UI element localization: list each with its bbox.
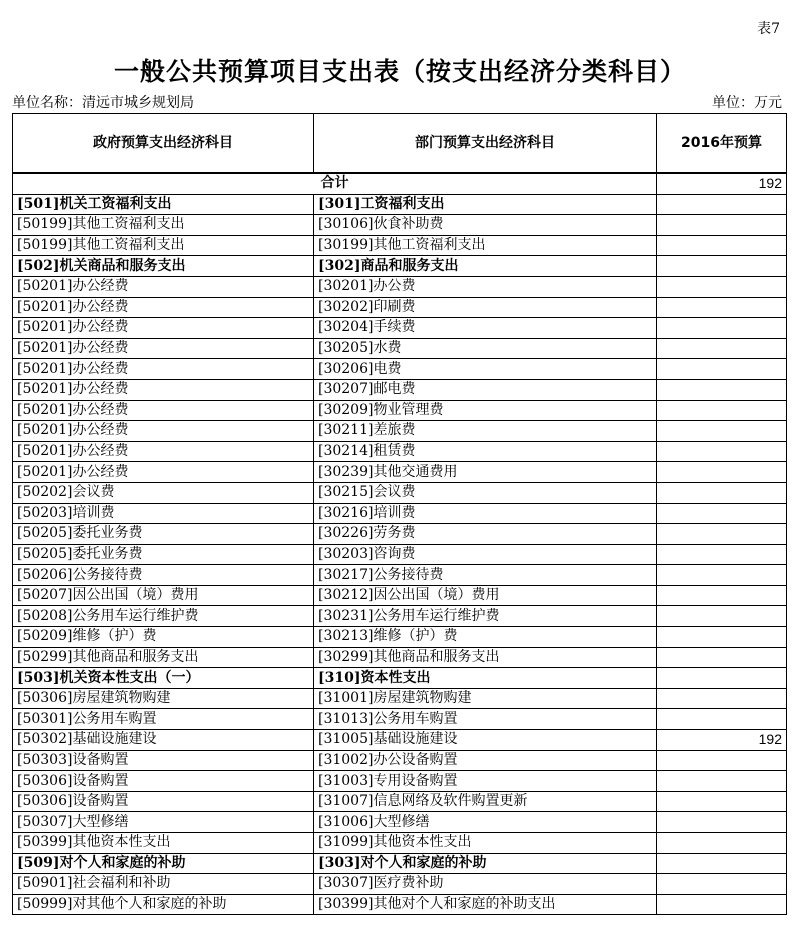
- amount-cell: [657, 400, 787, 421]
- dept-subject-cell: [301]工资福利支出: [314, 194, 657, 215]
- gov-subject-cell: [50199]其他工资福利支出: [13, 235, 314, 256]
- dept-subject-cell: [30213]维修（护）费: [314, 627, 657, 648]
- amount-cell: [657, 441, 787, 462]
- gov-subject-cell: [501]机关工资福利支出: [13, 194, 314, 215]
- dept-subject-cell: [31002]办公设备购置: [314, 750, 657, 771]
- dept-subject-cell: [30212]因公出国（境）费用: [314, 585, 657, 606]
- table-row: [13, 627, 787, 648]
- dept-subject-cell: [30106]伙食补助费: [314, 215, 657, 236]
- table-row: [13, 400, 787, 421]
- table-row: [13, 730, 787, 751]
- dept-subject-cell: [302]商品和服务支出: [314, 256, 657, 277]
- table-row: [13, 318, 787, 339]
- dept-subject-cell: [30239]其他交通费用: [314, 462, 657, 483]
- dept-subject-cell: [30204]手续费: [314, 318, 657, 339]
- table-row: [13, 379, 787, 400]
- table-row: [13, 894, 787, 915]
- amount-cell: [657, 627, 787, 648]
- table-row: [13, 812, 787, 833]
- table-row: [13, 276, 787, 297]
- amount-cell: [657, 647, 787, 668]
- dept-subject-cell: [30211]差旅费: [314, 421, 657, 442]
- gov-subject-cell: [50299]其他商品和服务支出: [13, 647, 314, 668]
- gov-subject-cell: [50201]办公经费: [13, 400, 314, 421]
- gov-subject-cell: [50201]办公经费: [13, 359, 314, 380]
- dept-subject-cell: [30207]邮电费: [314, 379, 657, 400]
- gov-subject-cell: [50201]办公经费: [13, 462, 314, 483]
- amount-cell: [657, 688, 787, 709]
- amount-cell: [657, 503, 787, 524]
- gov-subject-cell: [50201]办公经费: [13, 276, 314, 297]
- unit-name: 单位名称：清远市城乡规划局: [12, 95, 194, 111]
- amount-cell: [657, 750, 787, 771]
- table-row: [13, 235, 787, 256]
- amount-cell: [657, 379, 787, 400]
- dept-subject-cell: [30217]公务接待费: [314, 565, 657, 586]
- dept-subject-cell: [303]对个人和家庭的补助: [314, 853, 657, 874]
- table-row: [13, 441, 787, 462]
- dept-subject-cell: [30203]咨询费: [314, 544, 657, 565]
- amount-cell: [657, 215, 787, 236]
- gov-subject-cell: [50205]委托业务费: [13, 524, 314, 545]
- table-row: [13, 585, 787, 606]
- table-row: [13, 750, 787, 771]
- table-row: [13, 565, 787, 586]
- amount-cell: [657, 565, 787, 586]
- dept-subject-cell: [30209]物业管理费: [314, 400, 657, 421]
- gov-subject-cell: [50201]办公经费: [13, 441, 314, 462]
- dept-subject-cell: [30399]其他对个人和家庭的补助支出: [314, 894, 657, 915]
- amount-cell: [657, 462, 787, 483]
- gov-subject-cell: [50207]因公出国（境）费用: [13, 585, 314, 606]
- dept-subject-cell: [30231]公务用车运行维护费: [314, 606, 657, 627]
- dept-subject-cell: [31003]专用设备购置: [314, 771, 657, 792]
- amount-cell: [657, 585, 787, 606]
- gov-subject-cell: [503]机关资本性支出（一）: [13, 668, 314, 689]
- category-row: [13, 668, 787, 689]
- page-title: 一般公共预算项目支出表（按支出经济分类科目）: [113, 57, 686, 86]
- gov-subject-cell: [50202]会议费: [13, 482, 314, 503]
- gov-subject-cell: [50201]办公经费: [13, 421, 314, 442]
- dept-subject-cell: [30215]会议费: [314, 482, 657, 503]
- table-row: [13, 544, 787, 565]
- dept-subject-cell: [31013]公务用车购置: [314, 709, 657, 730]
- gov-subject-cell: [50999]对其他个人和家庭的补助: [13, 894, 314, 915]
- table-row: [13, 874, 787, 895]
- table-row: [13, 359, 787, 380]
- table-row: [13, 462, 787, 483]
- amount-cell: [657, 874, 787, 895]
- dept-subject-cell: [30206]电费: [314, 359, 657, 380]
- amount-cell: [657, 297, 787, 318]
- dept-subject-cell: [31001]房屋建筑物购建: [314, 688, 657, 709]
- dept-subject-cell: [30201]办公费: [314, 276, 657, 297]
- dept-subject-cell: [30205]水费: [314, 338, 657, 359]
- dept-subject-cell: [30199]其他工资福利支出: [314, 235, 657, 256]
- table-row: [13, 338, 787, 359]
- amount-cell: [657, 894, 787, 915]
- table-row: [13, 503, 787, 524]
- table-row: [13, 524, 787, 545]
- amount-cell: [657, 812, 787, 833]
- table-row: [13, 482, 787, 503]
- gov-subject-cell: [50209]维修（护）费: [13, 627, 314, 648]
- gov-subject-cell: [509]对个人和家庭的补助: [13, 853, 314, 874]
- amount-cell: [657, 276, 787, 297]
- gov-subject-cell: [50307]大型修缮: [13, 812, 314, 833]
- gov-subject-cell: [50206]公务接待费: [13, 565, 314, 586]
- gov-subject-cell: [50303]设备购置: [13, 750, 314, 771]
- category-row: [13, 853, 787, 874]
- amount-cell: [657, 791, 787, 812]
- amount-cell: [657, 235, 787, 256]
- gov-subject-cell: [50306]设备购置: [13, 771, 314, 792]
- total-row: [13, 173, 787, 194]
- table-row: [13, 297, 787, 318]
- gov-subject-cell: [50399]其他资本性支出: [13, 833, 314, 854]
- dept-subject-cell: [30202]印刷费: [314, 297, 657, 318]
- dept-subject-cell: [30216]培训费: [314, 503, 657, 524]
- gov-subject-cell: [50306]设备购置: [13, 791, 314, 812]
- table-row: [13, 771, 787, 792]
- gov-subject-cell: [502]机关商品和服务支出: [13, 256, 314, 277]
- table-row: [13, 215, 787, 236]
- amount-cell: [657, 544, 787, 565]
- dept-subject-cell: [310]资本性支出: [314, 668, 657, 689]
- gov-subject-cell: [50306]房屋建筑物购建: [13, 688, 314, 709]
- budget-table: [12, 113, 787, 915]
- table-row: [13, 421, 787, 442]
- amount-cell: [657, 709, 787, 730]
- page-number: 表7: [757, 21, 780, 37]
- gov-subject-cell: [50205]委托业务费: [13, 544, 314, 565]
- gov-subject-cell: [50203]培训费: [13, 503, 314, 524]
- total-amount: 192: [657, 173, 787, 194]
- dept-subject-cell: [31099]其他资本性支出: [314, 833, 657, 854]
- category-row: [13, 256, 787, 277]
- amount-cell: [657, 853, 787, 874]
- gov-subject-cell: [50201]办公经费: [13, 297, 314, 318]
- table-row: [13, 709, 787, 730]
- amount-cell: [657, 482, 787, 503]
- gov-subject-cell: [50201]办公经费: [13, 379, 314, 400]
- dept-subject-cell: [30214]租赁费: [314, 441, 657, 462]
- gov-subject-cell: [50301]公务用车购置: [13, 709, 314, 730]
- amount-cell: [657, 421, 787, 442]
- dept-subject-cell: [30307]医疗费补助: [314, 874, 657, 895]
- table-header-row: [13, 114, 787, 174]
- gov-subject-cell: [50901]社会福利和补助: [13, 874, 314, 895]
- gov-subject-cell: [50201]办公经费: [13, 338, 314, 359]
- table-row: [13, 606, 787, 627]
- amount-cell: [657, 524, 787, 545]
- table-row: [13, 833, 787, 854]
- total-label: 合计: [13, 173, 657, 194]
- dept-subject-cell: [31005]基础设施建设: [314, 730, 657, 751]
- unit-label: 单位：万元: [712, 95, 782, 111]
- dept-subject-cell: [30299]其他商品和服务支出: [314, 647, 657, 668]
- amount-cell: [657, 338, 787, 359]
- header-dept-subject: 部门预算支出经济科目: [314, 114, 657, 174]
- table-row: [13, 688, 787, 709]
- gov-subject-cell: [50201]办公经费: [13, 318, 314, 339]
- amount-cell: [657, 833, 787, 854]
- gov-subject-cell: [50208]公务用车运行维护费: [13, 606, 314, 627]
- dept-subject-cell: [31007]信息网络及软件购置更新: [314, 791, 657, 812]
- dept-subject-cell: [30226]劳务费: [314, 524, 657, 545]
- table-row: [13, 791, 787, 812]
- dept-subject-cell: [31006]大型修缮: [314, 812, 657, 833]
- amount-cell: 192: [657, 730, 787, 751]
- gov-subject-cell: [50199]其他工资福利支出: [13, 215, 314, 236]
- amount-cell: [657, 771, 787, 792]
- amount-cell: [657, 318, 787, 339]
- amount-cell: [657, 606, 787, 627]
- amount-cell: [657, 194, 787, 215]
- amount-cell: [657, 256, 787, 277]
- table-row: [13, 647, 787, 668]
- header-gov-subject: 政府预算支出经济科目: [13, 114, 314, 174]
- category-row: [13, 194, 787, 215]
- gov-subject-cell: [50302]基础设施建设: [13, 730, 314, 751]
- header-amount: 2016年预算: [657, 114, 787, 174]
- amount-cell: [657, 359, 787, 380]
- amount-cell: [657, 668, 787, 689]
